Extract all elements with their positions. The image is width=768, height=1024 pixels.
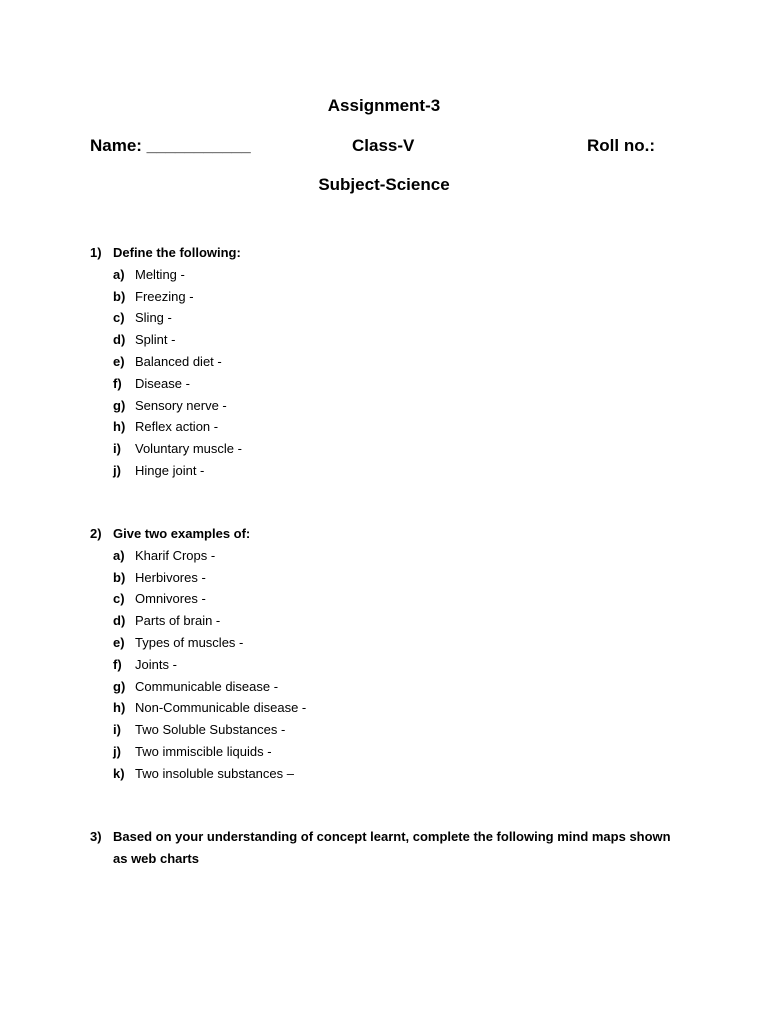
question-heading: [90, 242, 690, 264]
item-letter: d): [113, 613, 126, 629]
item-letter: c): [113, 591, 125, 607]
list-item: [90, 545, 690, 567]
question-1: [90, 242, 690, 482]
item-letter: j): [113, 462, 121, 478]
subject-label: Subject-Science: [318, 175, 450, 194]
list-item: [90, 438, 690, 460]
item-letter: d): [113, 332, 126, 348]
item-letter: f): [113, 656, 122, 672]
name-field: Name: ___________: [90, 136, 251, 155]
item-text: Types of muscles -: [135, 634, 244, 650]
list-item: [90, 654, 690, 676]
list-item: [90, 763, 690, 785]
question-text: Give two examples of:: [113, 526, 251, 541]
question-2: [90, 523, 690, 785]
list-item: [90, 307, 690, 329]
item-text: Splint -: [135, 332, 176, 348]
item-letter: g): [113, 678, 126, 694]
item-text: Two Soluble Substances -: [135, 722, 286, 738]
list-item: [90, 286, 690, 308]
roll-number-label: Roll no.:: [587, 136, 655, 155]
item-letter: a): [113, 547, 125, 563]
item-letter: h): [113, 419, 126, 435]
item-letter: j): [113, 743, 121, 759]
item-letter: c): [113, 310, 125, 326]
list-item: [90, 329, 690, 351]
question-text: Based on your understanding of concept learnt, complete the following mind maps shown as web charts: [113, 829, 671, 866]
item-text: Non-Communicable disease -: [135, 700, 307, 716]
item-letter: i): [113, 722, 121, 738]
item-text: Parts of brain -: [135, 613, 221, 629]
item-text: Disease -: [135, 375, 190, 391]
question-3: [90, 826, 680, 870]
item-text: Reflex action -: [135, 419, 219, 435]
item-letter: a): [113, 266, 125, 282]
list-item: [90, 264, 690, 286]
item-letter: e): [113, 353, 125, 369]
item-text: Two insoluble substances –: [135, 765, 294, 781]
item-letter: h): [113, 700, 126, 716]
question-heading: [90, 523, 690, 545]
item-letter: f): [113, 375, 122, 391]
question-number: 1): [90, 245, 102, 260]
list-item: [90, 632, 690, 654]
item-text: Omnivores -: [135, 591, 206, 607]
item-letter: b): [113, 288, 126, 304]
assignment-title: Assignment-3: [327, 96, 441, 115]
item-text: Hinge joint -: [135, 462, 205, 478]
question-items: [90, 264, 690, 482]
item-letter: b): [113, 569, 126, 585]
list-item: [90, 610, 690, 632]
item-text: Communicable disease -: [135, 678, 279, 694]
item-letter: i): [113, 441, 121, 457]
list-item: [90, 373, 690, 395]
list-item: [90, 697, 690, 719]
item-text: Freezing -: [135, 288, 194, 304]
list-item: [90, 588, 690, 610]
item-text: Kharif Crops -: [135, 547, 216, 563]
item-letter: k): [113, 765, 125, 781]
list-item: [90, 676, 690, 698]
item-text: Melting -: [135, 266, 185, 282]
list-item: [90, 351, 690, 373]
list-item: [90, 719, 690, 741]
question-text: Define the following:: [113, 245, 241, 260]
class-label: Class-V: [352, 136, 415, 155]
question-number: 2): [90, 526, 102, 541]
item-text: Joints -: [135, 656, 177, 672]
question-number: 3): [90, 829, 102, 844]
item-text: Two immiscible liquids -: [135, 743, 272, 759]
list-item: [90, 416, 690, 438]
question-heading: [90, 826, 680, 870]
list-item: [90, 395, 690, 417]
item-letter: e): [113, 634, 125, 650]
list-item: [90, 567, 690, 589]
item-letter: g): [113, 397, 126, 413]
item-text: Sensory nerve -: [135, 397, 227, 413]
list-item: [90, 460, 690, 482]
item-text: Sling -: [135, 310, 172, 326]
item-text: Voluntary muscle -: [135, 441, 242, 457]
item-text: Balanced diet -: [135, 353, 222, 369]
question-items: [90, 545, 690, 785]
item-text: Herbivores -: [135, 569, 206, 585]
list-item: [90, 741, 690, 763]
